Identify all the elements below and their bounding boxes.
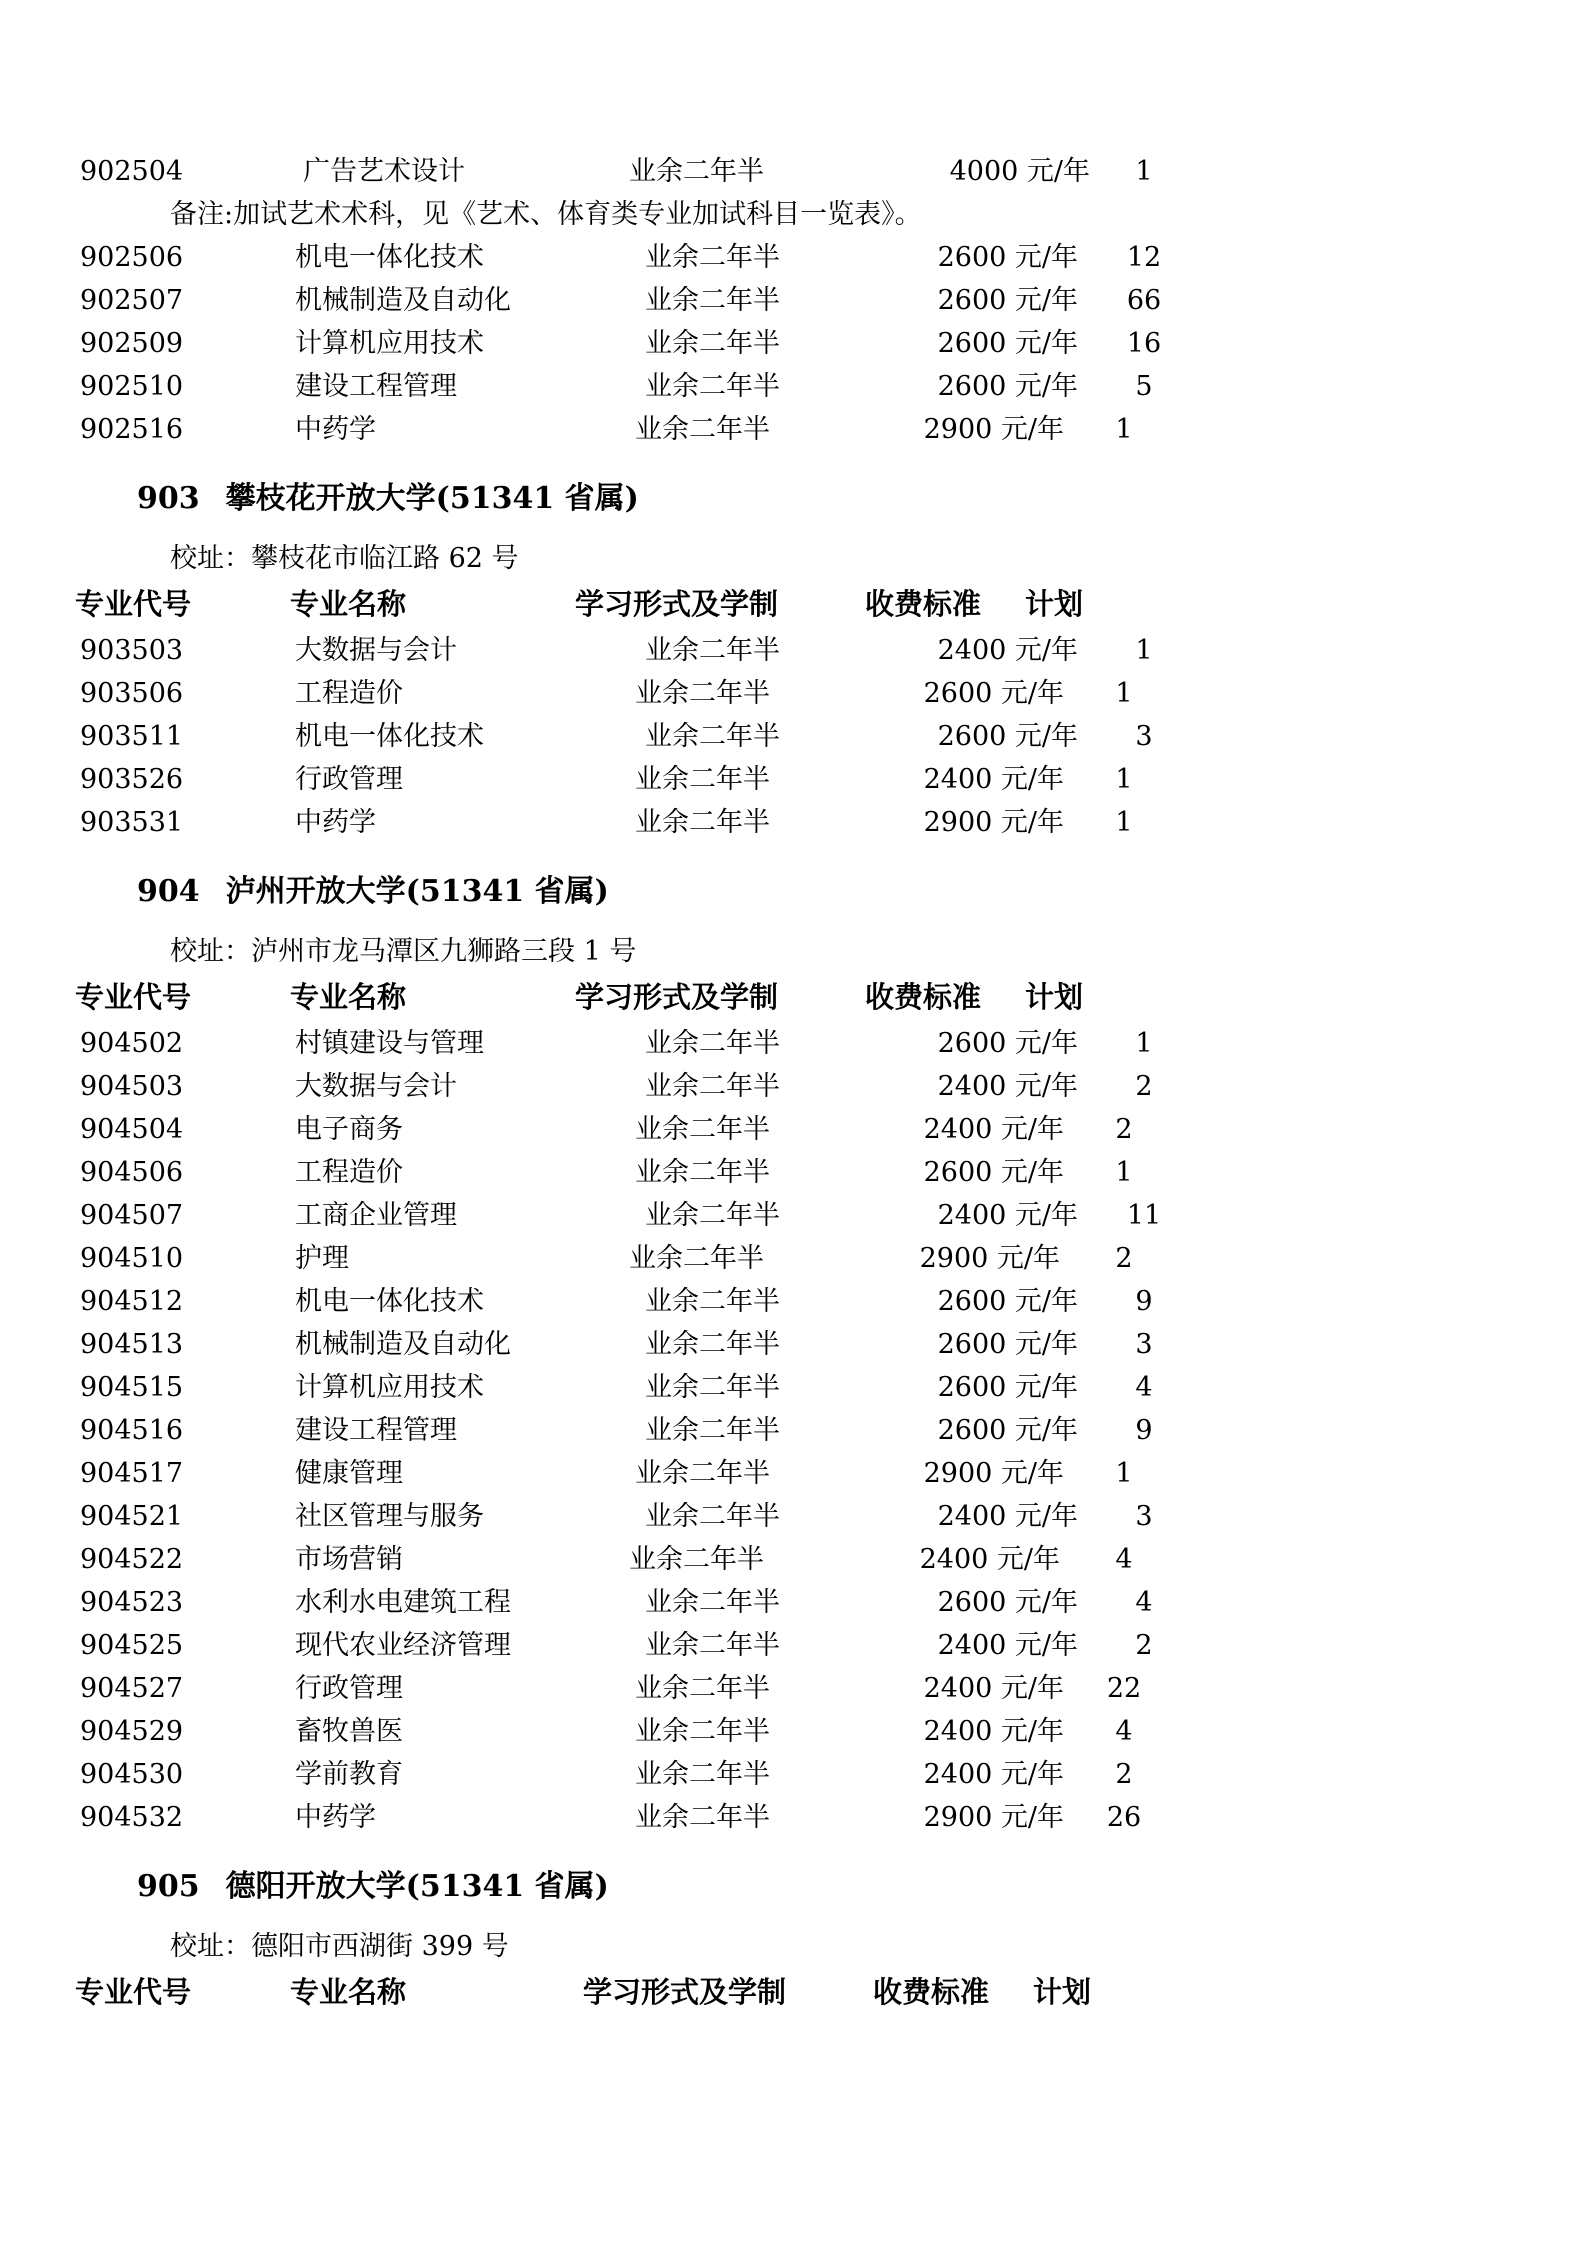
major-code: 903506 bbox=[80, 678, 184, 709]
major-code: 902504 bbox=[80, 156, 184, 187]
school-heading bbox=[75, 477, 1477, 521]
plan-count: 1 bbox=[1135, 1028, 1153, 1059]
plan-count: 4 bbox=[1135, 1372, 1153, 1403]
table-row bbox=[75, 1538, 1477, 1581]
plan-count: 2 bbox=[1135, 1071, 1153, 1102]
header-major-code: 专业代号 bbox=[75, 1975, 192, 2009]
table-header bbox=[75, 1970, 1477, 2015]
tuition-fee: 4000 元/年 bbox=[949, 156, 1090, 187]
study-form: 业余二年半 bbox=[645, 1587, 780, 1618]
header-study-form: 学习形式及学制 bbox=[575, 587, 779, 621]
major-name: 行政管理 bbox=[295, 1673, 403, 1704]
study-form: 业余二年半 bbox=[645, 1200, 780, 1231]
table-row bbox=[75, 408, 1477, 451]
plan-count: 3 bbox=[1135, 721, 1153, 752]
major-name: 中药学 bbox=[295, 807, 376, 838]
major-code: 904515 bbox=[80, 1372, 184, 1403]
major-code: 904513 bbox=[80, 1329, 184, 1360]
major-code: 902509 bbox=[80, 328, 184, 359]
header-study-form: 学习形式及学制 bbox=[575, 980, 779, 1014]
study-form: 业余二年半 bbox=[645, 285, 780, 316]
tuition-fee: 2400 元/年 bbox=[923, 1673, 1064, 1704]
plan-count: 1 bbox=[1115, 678, 1133, 709]
table-row bbox=[75, 1796, 1477, 1839]
major-code: 904532 bbox=[80, 1802, 184, 1833]
study-form: 业余二年半 bbox=[645, 328, 780, 359]
study-form: 业余二年半 bbox=[635, 807, 770, 838]
major-name: 中药学 bbox=[295, 1802, 376, 1833]
major-name: 大数据与会计 bbox=[295, 1071, 457, 1102]
table-row bbox=[75, 1022, 1477, 1065]
study-form: 业余二年半 bbox=[645, 1028, 780, 1059]
table-row bbox=[75, 1753, 1477, 1796]
tuition-fee: 2900 元/年 bbox=[923, 414, 1064, 445]
table-row bbox=[75, 758, 1477, 801]
study-form: 业余二年半 bbox=[635, 1157, 770, 1188]
major-name: 水利水电建筑工程 bbox=[295, 1587, 511, 1618]
study-form: 业余二年半 bbox=[645, 1286, 780, 1317]
tuition-fee: 2600 元/年 bbox=[923, 1157, 1064, 1188]
table-row bbox=[75, 1581, 1477, 1624]
study-form: 业余二年半 bbox=[629, 156, 764, 187]
plan-count: 12 bbox=[1126, 242, 1162, 273]
major-name: 学前教育 bbox=[295, 1759, 403, 1790]
study-form: 业余二年半 bbox=[635, 764, 770, 795]
school-heading bbox=[75, 870, 1477, 914]
table-row bbox=[75, 672, 1477, 715]
major-name: 中药学 bbox=[295, 414, 376, 445]
major-code: 904502 bbox=[80, 1028, 184, 1059]
table-row bbox=[75, 1065, 1477, 1108]
plan-count: 3 bbox=[1135, 1501, 1153, 1532]
plan-count: 9 bbox=[1135, 1415, 1153, 1446]
plan-count: 3 bbox=[1135, 1329, 1153, 1360]
major-name: 建设工程管理 bbox=[295, 371, 457, 402]
table-row bbox=[75, 801, 1477, 844]
school-heading bbox=[75, 1865, 1477, 1909]
header-major-name: 专业名称 bbox=[290, 980, 407, 1014]
tuition-fee: 2400 元/年 bbox=[937, 1200, 1078, 1231]
major-code: 904522 bbox=[80, 1544, 184, 1575]
header-major-code: 专业代号 bbox=[75, 980, 192, 1014]
plan-count: 1 bbox=[1135, 635, 1153, 666]
major-name: 计算机应用技术 bbox=[295, 328, 484, 359]
major-code: 902506 bbox=[80, 242, 184, 273]
study-form: 业余二年半 bbox=[645, 1630, 780, 1661]
exam-note: 备注:加试艺术术科，见《艺术、体育类专业加试科目一览表》。 bbox=[170, 199, 922, 230]
tuition-fee: 2600 元/年 bbox=[937, 1372, 1078, 1403]
plan-count: 2 bbox=[1115, 1114, 1133, 1145]
table-row bbox=[75, 1280, 1477, 1323]
table-row bbox=[75, 629, 1477, 672]
table-row bbox=[75, 1667, 1477, 1710]
school-block-903 bbox=[75, 477, 1477, 844]
plan-count: 4 bbox=[1115, 1716, 1133, 1747]
header-plan: 计划 bbox=[1025, 587, 1084, 621]
study-form: 业余二年半 bbox=[635, 414, 770, 445]
major-name: 行政管理 bbox=[295, 764, 403, 795]
tuition-fee: 2400 元/年 bbox=[923, 764, 1064, 795]
study-form: 业余二年半 bbox=[635, 1114, 770, 1145]
tuition-fee: 2400 元/年 bbox=[937, 1071, 1078, 1102]
tuition-fee: 2400 元/年 bbox=[937, 635, 1078, 666]
tuition-fee: 2900 元/年 bbox=[923, 1802, 1064, 1833]
plan-count: 1 bbox=[1115, 414, 1133, 445]
table-header bbox=[75, 582, 1477, 627]
study-form: 业余二年半 bbox=[635, 1716, 770, 1747]
plan-count: 1 bbox=[1115, 807, 1133, 838]
school-block-904 bbox=[75, 870, 1477, 1839]
tuition-fee: 2900 元/年 bbox=[923, 807, 1064, 838]
school-number: 905 bbox=[137, 1869, 200, 1904]
major-name: 广告艺术设计 bbox=[303, 156, 465, 187]
tuition-fee: 2600 元/年 bbox=[937, 371, 1078, 402]
table-row bbox=[75, 1452, 1477, 1495]
tuition-fee: 2400 元/年 bbox=[923, 1759, 1064, 1790]
tuition-fee: 2600 元/年 bbox=[937, 721, 1078, 752]
table-row bbox=[75, 279, 1477, 322]
table-row bbox=[75, 1710, 1477, 1753]
major-name: 工商企业管理 bbox=[295, 1200, 457, 1231]
major-name: 工程造价 bbox=[295, 678, 403, 709]
school-title: 攀枝花开放大学(51341 省属) bbox=[225, 481, 639, 516]
major-code: 904530 bbox=[80, 1759, 184, 1790]
tuition-fee: 2400 元/年 bbox=[937, 1630, 1078, 1661]
plan-count: 16 bbox=[1126, 328, 1162, 359]
table-row bbox=[75, 236, 1477, 279]
header-fee: 收费标准 bbox=[865, 980, 982, 1014]
study-form: 业余二年半 bbox=[645, 1071, 780, 1102]
school-address: 校址：泸州市龙马潭区九狮路三段 1 号 bbox=[170, 936, 637, 967]
table-row bbox=[75, 1108, 1477, 1151]
study-form: 业余二年半 bbox=[645, 1501, 780, 1532]
table-row bbox=[75, 1237, 1477, 1280]
major-name: 社区管理与服务 bbox=[295, 1501, 484, 1532]
major-name: 护理 bbox=[295, 1243, 349, 1274]
school-title: 泸州开放大学(51341 省属) bbox=[225, 874, 609, 909]
major-name: 大数据与会计 bbox=[295, 635, 457, 666]
plan-count: 2 bbox=[1115, 1759, 1133, 1790]
header-major-name: 专业名称 bbox=[290, 1975, 407, 2009]
major-code: 903511 bbox=[80, 721, 184, 752]
plan-count: 1 bbox=[1135, 156, 1153, 187]
study-form: 业余二年半 bbox=[629, 1243, 764, 1274]
major-code: 904503 bbox=[80, 1071, 184, 1102]
major-name: 机械制造及自动化 bbox=[295, 1329, 511, 1360]
major-name: 健康管理 bbox=[295, 1458, 403, 1489]
major-code: 904504 bbox=[80, 1114, 184, 1145]
major-code: 903503 bbox=[80, 635, 184, 666]
table-row bbox=[75, 1366, 1477, 1409]
major-code: 904516 bbox=[80, 1415, 184, 1446]
plan-count: 1 bbox=[1115, 764, 1133, 795]
table-row bbox=[75, 1323, 1477, 1366]
header-study-form: 学习形式及学制 bbox=[583, 1975, 787, 2009]
tuition-fee: 2400 元/年 bbox=[923, 1716, 1064, 1747]
plan-count: 5 bbox=[1135, 371, 1153, 402]
tuition-fee: 2900 元/年 bbox=[919, 1243, 1060, 1274]
major-name: 电子商务 bbox=[295, 1114, 403, 1145]
major-code: 904512 bbox=[80, 1286, 184, 1317]
school-number: 904 bbox=[137, 874, 200, 909]
tuition-fee: 2600 元/年 bbox=[937, 328, 1078, 359]
major-code: 903531 bbox=[80, 807, 184, 838]
major-name: 市场营销 bbox=[295, 1544, 403, 1575]
plan-count: 11 bbox=[1126, 1200, 1162, 1231]
tuition-fee: 2600 元/年 bbox=[937, 1028, 1078, 1059]
study-form: 业余二年半 bbox=[635, 1759, 770, 1790]
plan-count: 66 bbox=[1126, 285, 1162, 316]
tuition-fee: 2600 元/年 bbox=[937, 1587, 1078, 1618]
header-plan: 计划 bbox=[1033, 1975, 1092, 2009]
plan-count: 26 bbox=[1106, 1802, 1142, 1833]
tuition-fee: 2600 元/年 bbox=[937, 1415, 1078, 1446]
major-code: 902507 bbox=[80, 285, 184, 316]
major-name: 现代农业经济管理 bbox=[295, 1630, 511, 1661]
school-block-905 bbox=[75, 1865, 1477, 2015]
school-address: 校址：攀枝花市临江路 62 号 bbox=[170, 543, 519, 574]
tuition-fee: 2600 元/年 bbox=[937, 1329, 1078, 1360]
plan-count: 1 bbox=[1115, 1157, 1133, 1188]
major-code: 902510 bbox=[80, 371, 184, 402]
table-row bbox=[75, 1409, 1477, 1452]
major-name: 机电一体化技术 bbox=[295, 242, 484, 273]
major-name: 工程造价 bbox=[295, 1157, 403, 1188]
tuition-fee: 2900 元/年 bbox=[923, 1458, 1064, 1489]
plan-count: 4 bbox=[1135, 1587, 1153, 1618]
header-plan: 计划 bbox=[1025, 980, 1084, 1014]
school-number: 903 bbox=[137, 481, 200, 516]
major-name: 机电一体化技术 bbox=[295, 1286, 484, 1317]
major-name: 机电一体化技术 bbox=[295, 721, 484, 752]
major-name: 建设工程管理 bbox=[295, 1415, 457, 1446]
major-name: 村镇建设与管理 bbox=[295, 1028, 484, 1059]
study-form: 业余二年半 bbox=[645, 371, 780, 402]
study-form: 业余二年半 bbox=[645, 635, 780, 666]
study-form: 业余二年半 bbox=[635, 1673, 770, 1704]
major-code: 904523 bbox=[80, 1587, 184, 1618]
major-code: 904517 bbox=[80, 1458, 184, 1489]
table-row bbox=[75, 150, 1477, 193]
tuition-fee: 2400 元/年 bbox=[937, 1501, 1078, 1532]
study-form: 业余二年半 bbox=[645, 242, 780, 273]
header-fee: 收费标准 bbox=[873, 1975, 990, 2009]
major-code: 904527 bbox=[80, 1673, 184, 1704]
plan-count: 1 bbox=[1115, 1458, 1133, 1489]
header-major-code: 专业代号 bbox=[75, 587, 192, 621]
major-code: 902516 bbox=[80, 414, 184, 445]
major-code: 904506 bbox=[80, 1157, 184, 1188]
study-form: 业余二年半 bbox=[645, 1415, 780, 1446]
plan-count: 2 bbox=[1115, 1243, 1133, 1274]
table-row bbox=[75, 1495, 1477, 1538]
plan-count: 4 bbox=[1115, 1544, 1133, 1575]
table-row bbox=[75, 715, 1477, 758]
table-row bbox=[75, 1624, 1477, 1667]
tuition-fee: 2400 元/年 bbox=[923, 1114, 1064, 1145]
major-name: 计算机应用技术 bbox=[295, 1372, 484, 1403]
major-code: 904521 bbox=[80, 1501, 184, 1532]
tuition-fee: 2600 元/年 bbox=[937, 285, 1078, 316]
header-major-name: 专业名称 bbox=[290, 587, 407, 621]
continuation-table bbox=[75, 150, 1477, 451]
header-fee: 收费标准 bbox=[865, 587, 982, 621]
plan-count: 2 bbox=[1135, 1630, 1153, 1661]
table-header bbox=[75, 975, 1477, 1020]
tuition-fee: 2400 元/年 bbox=[919, 1544, 1060, 1575]
major-name: 机械制造及自动化 bbox=[295, 285, 511, 316]
major-code: 903526 bbox=[80, 764, 184, 795]
study-form: 业余二年半 bbox=[629, 1544, 764, 1575]
study-form: 业余二年半 bbox=[635, 1802, 770, 1833]
plan-count: 9 bbox=[1135, 1286, 1153, 1317]
study-form: 业余二年半 bbox=[645, 1372, 780, 1403]
major-code: 904510 bbox=[80, 1243, 184, 1274]
study-form: 业余二年半 bbox=[635, 678, 770, 709]
tuition-fee: 2600 元/年 bbox=[937, 1286, 1078, 1317]
table-row bbox=[75, 1151, 1477, 1194]
table-row bbox=[75, 1194, 1477, 1237]
study-form: 业余二年半 bbox=[645, 721, 780, 752]
major-code: 904525 bbox=[80, 1630, 184, 1661]
tuition-fee: 2600 元/年 bbox=[937, 242, 1078, 273]
table-row bbox=[75, 322, 1477, 365]
major-code: 904529 bbox=[80, 1716, 184, 1747]
school-title: 德阳开放大学(51341 省属) bbox=[225, 1869, 609, 1904]
major-code: 904507 bbox=[80, 1200, 184, 1231]
study-form: 业余二年半 bbox=[645, 1329, 780, 1360]
study-form: 业余二年半 bbox=[635, 1458, 770, 1489]
table-row bbox=[75, 365, 1477, 408]
plan-count: 22 bbox=[1106, 1673, 1142, 1704]
tuition-fee: 2600 元/年 bbox=[923, 678, 1064, 709]
major-name: 畜牧兽医 bbox=[295, 1716, 403, 1747]
school-address: 校址：德阳市西湖街 399 号 bbox=[170, 1931, 509, 1962]
